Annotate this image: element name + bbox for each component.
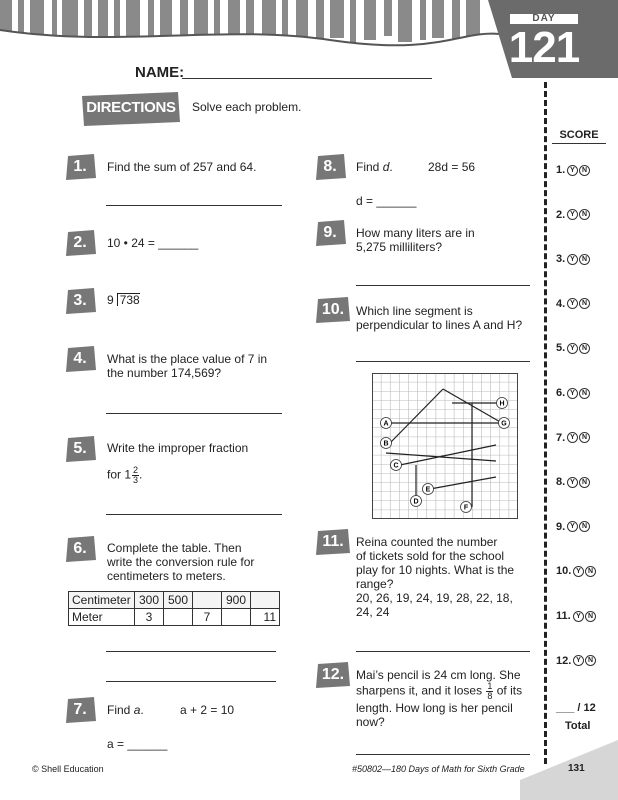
question-11-text: [356, 535, 514, 619]
question-8-answer[interactable]: d = ______: [356, 194, 417, 208]
footer-book-title: #50802—180 Days of Math for Sixth Grade: [352, 764, 525, 774]
table-cell: 300: [135, 592, 164, 609]
yes-circle-icon[interactable]: Y: [567, 521, 578, 532]
question-3-badge: 3.: [66, 288, 96, 314]
question-5-line-1: Write the improper fraction: [107, 441, 249, 455]
question-5-period: .: [139, 467, 143, 482]
question-8-prompt: Find: [356, 160, 383, 174]
question-2-badge: 2.: [66, 230, 96, 256]
question-10-badge: 10.: [316, 297, 350, 323]
yes-circle-icon[interactable]: Y: [573, 566, 584, 577]
score-item: [556, 387, 590, 399]
table-cell-blank[interactable]: [164, 609, 193, 626]
score-item-number: 11.: [556, 610, 571, 622]
question-2-text: 10 • 24 = ______: [107, 236, 199, 250]
question-12-line-1: Mai’s pencil is 24 cm long. She: [356, 668, 521, 682]
question-8-badge: 8.: [316, 154, 346, 180]
score-heading: SCORE: [559, 129, 599, 141]
question-7-answer[interactable]: a = ______: [107, 737, 168, 751]
question-10-line-1: Which line segment is: [356, 304, 473, 318]
question-9-badge: 9.: [316, 220, 346, 246]
question-4-text: [107, 352, 267, 380]
question-3-divisor: 9: [107, 293, 114, 307]
score-item-number: 1.: [556, 164, 566, 176]
conversion-table: [68, 591, 280, 626]
grid-diagram: [372, 373, 518, 519]
question-1-text: Find the sum of 257 and 64.: [107, 160, 257, 174]
yes-circle-icon[interactable]: Y: [567, 209, 578, 220]
question-6-answer-line-1[interactable]: [106, 651, 276, 652]
question-8-text: [356, 160, 393, 174]
score-divider: [544, 82, 547, 764]
question-1-badge: 1.: [66, 154, 96, 180]
question-8-equation: 28d = 56: [428, 160, 476, 174]
question-1-answer-line[interactable]: [106, 205, 282, 206]
table-cell: Centimeter: [69, 592, 135, 609]
total-score[interactable]: ___ / 12: [556, 702, 596, 714]
score-item-number: 9.: [556, 520, 566, 533]
question-6-line-2: write the conversion rule for: [107, 555, 255, 569]
question-12-badge: 12.: [316, 662, 350, 688]
question-12-line-4: now?: [356, 715, 385, 729]
score-item: [556, 432, 590, 444]
no-circle-icon[interactable]: N: [579, 521, 590, 532]
score-item-number: 8.: [556, 476, 566, 489]
question-12-line-3: length. How long is her pencil: [356, 701, 513, 715]
question-4-line-2: the number 174,569?: [107, 366, 222, 380]
question-11-line-4: range?: [356, 577, 394, 591]
question-10-answer-line[interactable]: [356, 361, 530, 362]
question-6-text: [107, 541, 254, 583]
yes-circle-icon[interactable]: Y: [567, 432, 578, 443]
question-9-answer-line[interactable]: [356, 285, 530, 286]
question-11-badge: 11.: [316, 529, 350, 555]
question-8-var: d: [382, 160, 390, 174]
question-12-numerator: 1: [487, 681, 493, 691]
no-circle-icon[interactable]: N: [579, 165, 590, 176]
question-7-equation: a + 2 = 10: [180, 703, 235, 717]
yes-circle-icon[interactable]: Y: [567, 343, 578, 354]
table-cell-blank[interactable]: [251, 592, 280, 609]
table-cell: 11: [251, 609, 280, 626]
question-12-line-2b: of its: [493, 683, 523, 698]
name-label: NAME:: [135, 64, 185, 81]
point-g-label: G: [501, 420, 507, 428]
question-11-answer-line[interactable]: [356, 651, 530, 652]
question-12-line-2: [356, 682, 522, 701]
score-item-number: 3.: [556, 253, 566, 266]
question-3-text: [107, 293, 140, 307]
table-cell: Meter: [69, 609, 135, 626]
no-circle-icon[interactable]: N: [579, 209, 590, 220]
score-item-number: 10.: [556, 565, 572, 578]
question-7-prompt: Find: [107, 703, 134, 717]
question-5-denominator: 3: [133, 475, 139, 485]
score-item: [556, 298, 590, 310]
score-item: [556, 655, 596, 667]
question-7-period: .: [140, 703, 144, 717]
score-item-number: 2.: [556, 208, 566, 221]
question-5-fraction: [132, 466, 139, 485]
question-11-data-1: 20, 26, 19, 24, 19, 28, 22, 18,: [356, 591, 513, 605]
point-a-label: A: [383, 420, 389, 428]
no-circle-icon[interactable]: N: [585, 611, 596, 622]
table-cell: 500: [164, 592, 193, 609]
point-f-label: F: [463, 504, 469, 512]
question-3-dividend: 738: [117, 293, 140, 306]
table-row: [69, 592, 280, 609]
yes-circle-icon[interactable]: Y: [573, 611, 584, 622]
score-item-number: 7.: [556, 431, 566, 444]
score-item: [556, 164, 590, 176]
yes-circle-icon[interactable]: Y: [567, 388, 578, 399]
question-4-line-1: What is the place value of 7 in: [107, 352, 268, 366]
score-item-number: 6.: [556, 387, 566, 399]
point-h-label: H: [499, 400, 505, 408]
question-4-answer-line[interactable]: [106, 413, 282, 414]
question-7-var: a: [133, 703, 141, 717]
question-4-badge: 4.: [66, 346, 96, 372]
point-b-label: B: [383, 440, 389, 448]
table-cell: 900: [222, 592, 251, 609]
score-item: [556, 253, 590, 265]
question-12-answer-line[interactable]: [356, 754, 530, 755]
point-e-label: E: [425, 486, 431, 494]
table-cell: 3: [135, 609, 164, 626]
score-item: [556, 476, 590, 488]
score-item-number: 5.: [556, 342, 566, 355]
point-c-label: C: [393, 462, 399, 470]
directions-text: Solve each problem.: [192, 100, 302, 114]
score-item: [556, 342, 590, 354]
question-5-line-2: [107, 466, 142, 485]
yes-circle-icon[interactable]: Y: [567, 298, 578, 309]
question-10-text: [356, 304, 522, 332]
question-6-line-1: Complete the table. Then: [107, 541, 242, 555]
question-12-text: [356, 668, 522, 729]
question-11-data-2: 24, 24: [356, 605, 390, 619]
score-item-number: 4.: [556, 297, 566, 310]
no-circle-icon[interactable]: N: [579, 298, 590, 309]
question-5-badge: 5.: [66, 436, 96, 462]
directions-label: DIRECTIONS: [86, 99, 176, 116]
yes-circle-icon[interactable]: Y: [567, 477, 578, 488]
question-12-line-2a: sharpens it, and it loses: [356, 683, 486, 698]
score-item: [556, 521, 590, 533]
question-9-text: [356, 226, 475, 254]
no-circle-icon[interactable]: N: [579, 432, 590, 443]
question-11-line-1: Reina counted the number: [356, 535, 498, 549]
day-label: DAY: [510, 14, 578, 24]
segment-b-right: [386, 453, 496, 461]
score-item-number: 12.: [556, 654, 572, 667]
question-5-numerator: 2: [133, 465, 139, 475]
point-d-label: D: [413, 498, 419, 506]
question-12-denominator: 8: [487, 691, 493, 701]
question-9-line-1: How many liters are in: [356, 226, 475, 240]
no-circle-icon[interactable]: N: [579, 254, 590, 265]
question-6-answer-line-2[interactable]: [106, 681, 276, 682]
day-number: 121: [508, 23, 580, 72]
yes-circle-icon[interactable]: Y: [567, 165, 578, 176]
footer-copyright: © Shell Education: [32, 764, 104, 774]
score-heading-underline: [552, 143, 606, 144]
score-item: [556, 565, 596, 577]
no-circle-icon[interactable]: N: [585, 566, 596, 577]
question-9-line-2: 5,275 milliliters?: [356, 240, 443, 254]
no-circle-icon[interactable]: N: [579, 343, 590, 354]
question-7-text: [107, 703, 144, 717]
page-number: 131: [568, 763, 585, 774]
segment-b-top: [390, 389, 443, 443]
question-11-line-2: of tickets sold for the school: [356, 549, 505, 563]
name-field[interactable]: [182, 78, 432, 79]
table-cell-blank[interactable]: [222, 609, 251, 626]
question-8-period: .: [389, 160, 393, 174]
table-row: [69, 609, 280, 626]
score-item: [556, 209, 590, 221]
question-5-for: for 1: [107, 467, 132, 482]
question-6-badge: 6.: [66, 536, 96, 562]
question-5-answer-line[interactable]: [106, 514, 282, 515]
question-11-line-3: play for 10 nights. What is the: [356, 563, 515, 577]
no-circle-icon[interactable]: N: [579, 477, 590, 488]
question-6-line-3: centimeters to meters.: [107, 569, 226, 583]
score-item: [556, 610, 596, 622]
yes-circle-icon[interactable]: Y: [567, 254, 578, 265]
yes-circle-icon[interactable]: Y: [573, 655, 584, 666]
no-circle-icon[interactable]: N: [579, 388, 590, 399]
total-label: Total: [565, 720, 591, 732]
no-circle-icon[interactable]: N: [585, 655, 596, 666]
table-cell-blank[interactable]: [193, 592, 222, 609]
question-7-badge: 7.: [66, 697, 96, 723]
table-cell: 7: [193, 609, 222, 626]
question-10-line-2: perpendicular to lines A and H?: [356, 318, 523, 332]
line-segment-grid: [372, 373, 518, 519]
